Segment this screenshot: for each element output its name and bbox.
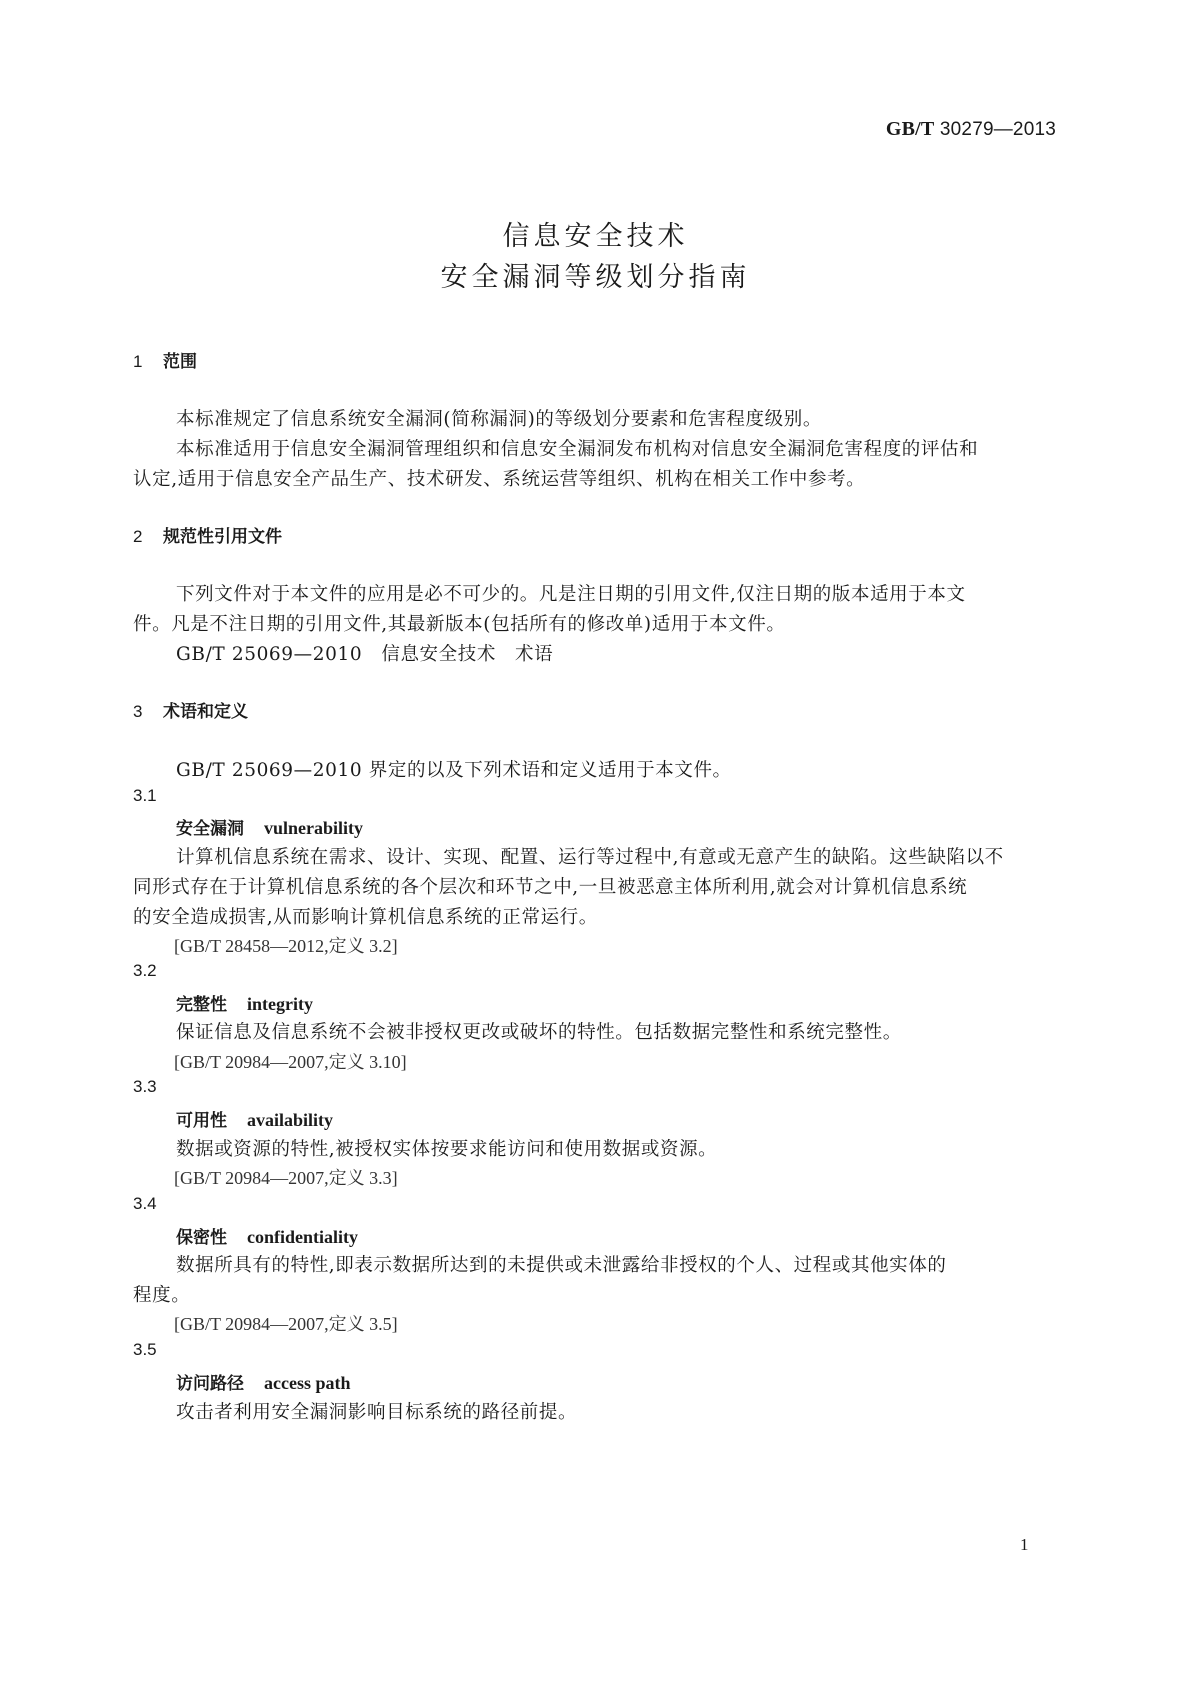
section-heading-normative-references: 2 规范性引用文件	[133, 527, 282, 547]
section-heading-terms: 3 术语和定义	[133, 702, 248, 722]
term-number: 3.3	[133, 1077, 157, 1096]
term-number: 3.5	[133, 1340, 157, 1359]
standard-number	[886, 118, 1056, 141]
section-heading-scope: 1 范围	[133, 352, 197, 372]
document-title-line2: 安全漏洞等级划分指南	[440, 262, 751, 293]
paragraph: 本标准规定了信息系统安全漏洞(简称漏洞)的等级划分要素和危害程度级别。	[176, 409, 822, 430]
page-number: 1	[1020, 1535, 1029, 1554]
term-source: [GB/T 20984—2007,定义 3.3]	[174, 1168, 398, 1188]
term-title: 可用性 availability	[176, 1110, 334, 1131]
paragraph: 本标准适用于信息安全漏洞管理组织和信息安全漏洞发布机构对信息安全漏洞危害程度的评估和	[176, 439, 979, 460]
term-number: 3.2	[133, 961, 157, 980]
term-definition: 同形式存在于计算机信息系统的各个层次和环节之中,一旦被恶意主体所利用,就会对计算机信息系统	[133, 877, 968, 898]
paragraph: 下列文件对于本文件的应用是必不可少的。凡是注日期的引用文件,仅注日期的版本适用于本文	[176, 584, 966, 605]
term-definition: 计算机信息系统在需求、设计、实现、配置、运行等过程中,有意或无意产生的缺陷。这些缺陷以不	[176, 847, 1004, 868]
term-definition: 数据所具有的特性,即表示数据所达到的未提供或未泄露给非授权的个人、过程或其他实体的	[176, 1255, 947, 1276]
reference-entry: GB/T 25069—2010 信息安全技术 术语	[176, 644, 554, 665]
term-source: [GB/T 20984—2007,定义 3.5]	[174, 1314, 398, 1334]
document-title-line1: 信息安全技术	[502, 221, 689, 252]
term-title: 访问路径 access path	[176, 1373, 351, 1394]
term-number: 3.4	[133, 1194, 157, 1213]
term-definition: 数据或资源的特性,被授权实体按要求能访问和使用数据或资源。	[176, 1139, 718, 1160]
term-number: 3.1	[133, 786, 157, 805]
term-source: [GB/T 20984—2007,定义 3.10]	[174, 1052, 407, 1072]
paragraph: 认定,适用于信息安全产品生产、技术研发、系统运营等组织、机构在相关工作中参考。	[133, 469, 866, 490]
term-title: 安全漏洞 vulnerability	[176, 818, 364, 839]
term-definition: 攻击者利用安全漏洞影响目标系统的路径前提。	[176, 1402, 578, 1423]
term-source: [GB/T 28458—2012,定义 3.2]	[174, 936, 398, 956]
term-definition: 程度。	[133, 1285, 191, 1306]
paragraph: 件。凡是不注日期的引用文件,其最新版本(包括所有的修改单)适用于本文件。	[133, 614, 786, 635]
term-title: 保密性 confidentiality	[176, 1227, 358, 1248]
paragraph: GB/T 25069—2010 界定的以及下列术语和定义适用于本文件。	[176, 760, 732, 781]
standard-prefix: GB/T	[885, 118, 935, 140]
term-definition: 保证信息及信息系统不会被非授权更改或破坏的特性。包括数据完整性和系统完整性。	[176, 1022, 902, 1043]
standard-code: 30279—2013	[939, 119, 1056, 140]
term-definition: 的安全造成损害,从而影响计算机信息系统的正常运行。	[133, 907, 598, 928]
term-title: 完整性 integrity	[176, 994, 313, 1015]
